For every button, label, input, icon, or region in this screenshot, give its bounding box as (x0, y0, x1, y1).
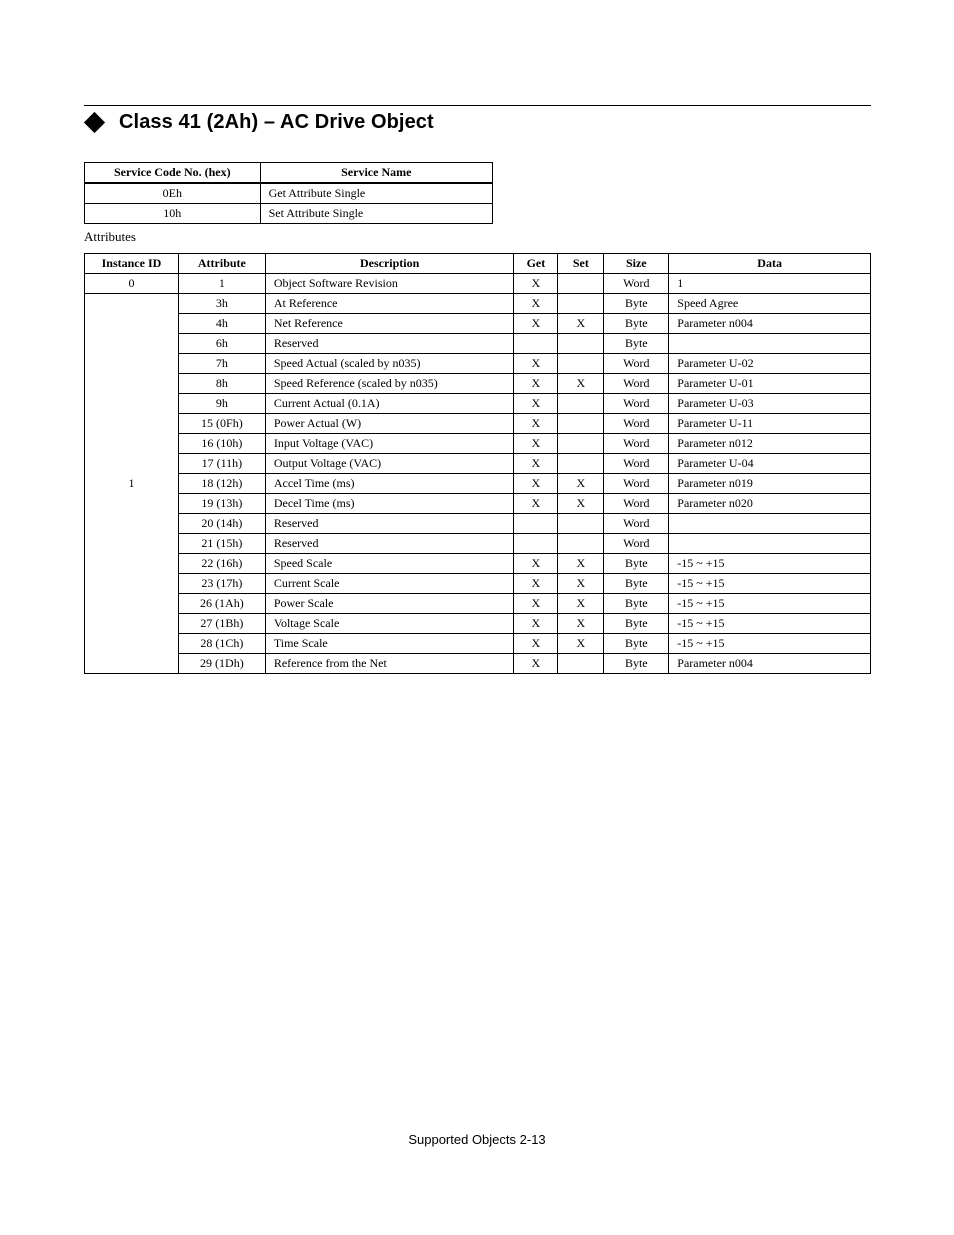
section-title: Class 41 (2Ah) – AC Drive Object (119, 110, 434, 133)
get-cell: X (514, 614, 558, 634)
attribute-row (85, 354, 871, 374)
data-cell (669, 334, 871, 354)
attribute-cell: 16 (10h) (178, 434, 265, 454)
set-cell: X (558, 494, 604, 514)
service-code: 0Eh (85, 183, 261, 204)
data-cell: Parameter n004 (669, 654, 871, 674)
attribute-row (85, 334, 871, 354)
data-cell: Parameter n004 (669, 314, 871, 334)
top-rule (84, 105, 871, 106)
set-cell (558, 454, 604, 474)
attribute-cell: 18 (12h) (178, 474, 265, 494)
attribute-row (85, 554, 871, 574)
data-cell: -15 ~ +15 (669, 614, 871, 634)
size-cell: Word (604, 534, 669, 554)
attributes-label: Attributes (84, 229, 136, 244)
get-cell: X (514, 274, 558, 294)
attribute-cell: 15 (0Fh) (178, 414, 265, 434)
set-cell: X (558, 314, 604, 334)
description-cell: Reserved (265, 514, 514, 534)
data-cell: Parameter n019 (669, 474, 871, 494)
set-cell (558, 294, 604, 314)
attribute-cell: 21 (15h) (178, 534, 265, 554)
data-cell: Parameter U-04 (669, 454, 871, 474)
set-cell: X (558, 574, 604, 594)
attribute-row (85, 454, 871, 474)
header-get: Get (514, 254, 558, 274)
attribute-cell: 6h (178, 334, 265, 354)
description-cell: Reserved (265, 334, 514, 354)
size-cell: Byte (604, 334, 669, 354)
services-table (84, 162, 493, 224)
attribute-cell: 3h (178, 294, 265, 314)
attribute-row (85, 434, 871, 454)
diamond-bullet-icon (84, 111, 105, 132)
section-heading (84, 108, 434, 136)
attribute-row (85, 494, 871, 514)
data-cell: Speed Agree (669, 294, 871, 314)
data-cell: Parameter U-02 (669, 354, 871, 374)
header-description: Description (265, 254, 514, 274)
attribute-cell: 19 (13h) (178, 494, 265, 514)
services-header-row (85, 163, 493, 184)
get-cell: X (514, 634, 558, 654)
header-instance-id: Instance ID (85, 254, 179, 274)
attribute-row (85, 374, 871, 394)
attribute-cell: 28 (1Ch) (178, 634, 265, 654)
description-cell: Accel Time (ms) (265, 474, 514, 494)
set-cell (558, 514, 604, 534)
size-cell: Byte (604, 554, 669, 574)
description-cell: Current Actual (0.1A) (265, 394, 514, 414)
set-cell (558, 274, 604, 294)
attribute-cell: 1 (178, 274, 265, 294)
size-cell: Byte (604, 574, 669, 594)
attribute-row (85, 274, 871, 294)
set-cell: X (558, 614, 604, 634)
size-cell: Word (604, 274, 669, 294)
header-service-name: Service Name (260, 163, 492, 184)
attribute-cell: 22 (16h) (178, 554, 265, 574)
size-cell: Word (604, 474, 669, 494)
set-cell (558, 394, 604, 414)
description-cell: At Reference (265, 294, 514, 314)
data-cell (669, 534, 871, 554)
header-set: Set (558, 254, 604, 274)
service-row (85, 204, 493, 224)
set-cell: X (558, 474, 604, 494)
attributes-header-row (85, 254, 871, 274)
attribute-cell: 26 (1Ah) (178, 594, 265, 614)
size-cell: Word (604, 434, 669, 454)
instance-id-cell: 1 (85, 294, 179, 674)
data-cell: Parameter U-01 (669, 374, 871, 394)
attribute-row (85, 514, 871, 534)
size-cell: Word (604, 394, 669, 414)
size-cell: Byte (604, 634, 669, 654)
service-name: Set Attribute Single (260, 204, 492, 224)
data-cell (669, 514, 871, 534)
description-cell: Reference from the Net (265, 654, 514, 674)
set-cell (558, 414, 604, 434)
get-cell (514, 514, 558, 534)
get-cell: X (514, 314, 558, 334)
description-cell: Speed Actual (scaled by n035) (265, 354, 514, 374)
size-cell: Word (604, 454, 669, 474)
header-attribute: Attribute (178, 254, 265, 274)
data-cell: -15 ~ +15 (669, 554, 871, 574)
get-cell: X (514, 454, 558, 474)
page-footer: Supported Objects 2-13 (408, 1132, 546, 1147)
size-cell: Word (604, 514, 669, 534)
get-cell: X (514, 554, 558, 574)
size-cell: Word (604, 414, 669, 434)
get-cell: X (514, 414, 558, 434)
description-cell: Power Scale (265, 594, 514, 614)
description-cell: Object Software Revision (265, 274, 514, 294)
instance-id-cell: 0 (85, 274, 179, 294)
attribute-row (85, 414, 871, 434)
set-cell: X (558, 374, 604, 394)
description-cell: Net Reference (265, 314, 514, 334)
get-cell: X (514, 654, 558, 674)
get-cell: X (514, 354, 558, 374)
size-cell: Byte (604, 614, 669, 634)
data-cell: Parameter n012 (669, 434, 871, 454)
description-cell: Input Voltage (VAC) (265, 434, 514, 454)
get-cell: X (514, 574, 558, 594)
attribute-cell: 20 (14h) (178, 514, 265, 534)
set-cell: X (558, 634, 604, 654)
attribute-row (85, 474, 871, 494)
set-cell (558, 534, 604, 554)
get-cell: X (514, 434, 558, 454)
data-cell: -15 ~ +15 (669, 574, 871, 594)
set-cell (558, 334, 604, 354)
get-cell (514, 534, 558, 554)
attribute-cell: 27 (1Bh) (178, 614, 265, 634)
data-cell: 1 (669, 274, 871, 294)
set-cell: X (558, 594, 604, 614)
size-cell: Word (604, 374, 669, 394)
attribute-row (85, 574, 871, 594)
data-cell: Parameter U-11 (669, 414, 871, 434)
description-cell: Speed Scale (265, 554, 514, 574)
header-size: Size (604, 254, 669, 274)
get-cell: X (514, 294, 558, 314)
size-cell: Byte (604, 594, 669, 614)
header-service-code: Service Code No. (hex) (85, 163, 261, 184)
data-cell: Parameter U-03 (669, 394, 871, 414)
attribute-cell: 9h (178, 394, 265, 414)
attribute-row (85, 654, 871, 674)
attribute-row (85, 594, 871, 614)
attribute-row (85, 634, 871, 654)
attributes-table (84, 253, 871, 674)
description-cell: Decel Time (ms) (265, 494, 514, 514)
get-cell (514, 334, 558, 354)
set-cell (558, 434, 604, 454)
attribute-row (85, 614, 871, 634)
get-cell: X (514, 474, 558, 494)
description-cell: Voltage Scale (265, 614, 514, 634)
attribute-row (85, 314, 871, 334)
attribute-cell: 8h (178, 374, 265, 394)
description-cell: Power Actual (W) (265, 414, 514, 434)
set-cell: X (558, 554, 604, 574)
attribute-cell: 29 (1Dh) (178, 654, 265, 674)
attribute-row (85, 534, 871, 554)
description-cell: Reserved (265, 534, 514, 554)
description-cell: Output Voltage (VAC) (265, 454, 514, 474)
data-cell: -15 ~ +15 (669, 594, 871, 614)
header-data: Data (669, 254, 871, 274)
size-cell: Word (604, 354, 669, 374)
attribute-row (85, 394, 871, 414)
description-cell: Time Scale (265, 634, 514, 654)
size-cell: Byte (604, 294, 669, 314)
size-cell: Byte (604, 654, 669, 674)
size-cell: Word (604, 494, 669, 514)
description-cell: Speed Reference (scaled by n035) (265, 374, 514, 394)
service-code: 10h (85, 204, 261, 224)
description-cell: Current Scale (265, 574, 514, 594)
attribute-cell: 7h (178, 354, 265, 374)
attribute-cell: 23 (17h) (178, 574, 265, 594)
get-cell: X (514, 594, 558, 614)
set-cell (558, 654, 604, 674)
get-cell: X (514, 374, 558, 394)
data-cell: -15 ~ +15 (669, 634, 871, 654)
data-cell: Parameter n020 (669, 494, 871, 514)
attribute-row (85, 294, 871, 314)
get-cell: X (514, 494, 558, 514)
attribute-cell: 4h (178, 314, 265, 334)
size-cell: Byte (604, 314, 669, 334)
attribute-cell: 17 (11h) (178, 454, 265, 474)
service-name: Get Attribute Single (260, 183, 492, 204)
service-row (85, 183, 493, 204)
set-cell (558, 354, 604, 374)
get-cell: X (514, 394, 558, 414)
